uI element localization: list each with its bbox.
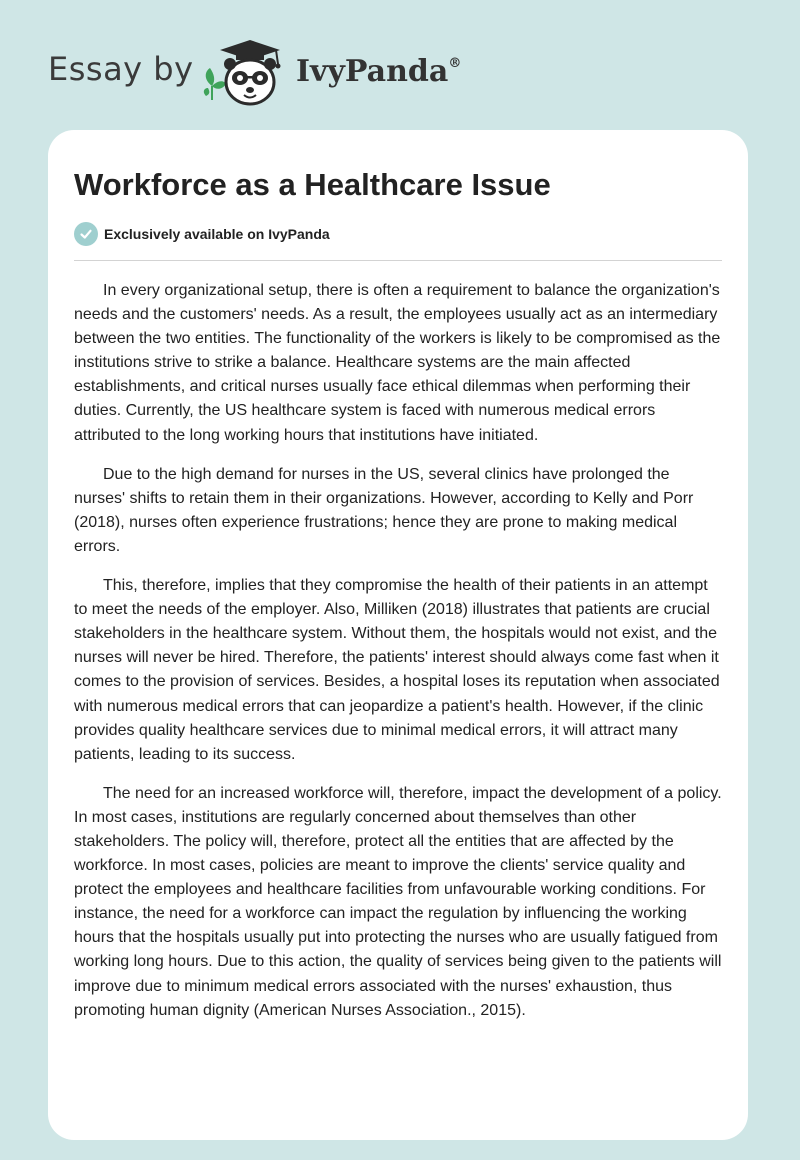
ivypanda-logo-icon[interactable] (198, 36, 290, 108)
site-header (0, 0, 800, 130)
paragraph: The need for an increased workforce will, therefore, impact the development of a policy. In most cases, institutions are regularly concerned about themselves than other stakeholders. The policy will, therefore, protect all the entities that are affected by the workforce. In most cases, policies are meant to improve the clients' service quality and protect the employees and healthcare facilities from unfavourable working conditions. For instance, the need for a workforce can impact the regulation by influencing the working hours that the hospitals usually put into protecting the nurses who are usually fatigued from working long hours. Due to this action, the quality of services being given to the patients will improve due to minimum medical errors associated with the nurses' exhaustion, thus promoting human dignity (American Nurses Association., 2015). (74, 784, 722, 1019)
paragraph: This, therefore, implies that they compromise the health of their patients in an attempt to meet the needs of the employer. Also, Milliken (2018) illustrates that patients are crucial stakeholders in the healthcare system. Without them, the hospitals would not exist, and the nurses will never be hired. Therefore, the patients' interest should always come fast when it comes to the provision of services. Besides, a hospital loses its reputation when associated with numerous medical errors that can jeopardize a patient's health. However, if the clinic provides quality healthcare services due to minimal medical errors, it will attract many patients, leading to its success. (74, 577, 720, 763)
registered-mark: ® (448, 56, 462, 71)
exclusive-label: Exclusively available on IvyPanda (104, 226, 330, 242)
brand-name[interactable] (296, 54, 461, 89)
article-body (74, 279, 722, 1023)
exclusive-badge (74, 222, 722, 246)
paragraph: Due to the high demand for nurses in the US, several clinics have prolonged the nurses' shifts to retain them in their organizations. However, according to Kelly and Porr (2018), nurses often experience frustrations; hence they are prone to making medical errors. (74, 465, 694, 555)
checkmark-icon (74, 222, 98, 246)
essay-by-label: Essay by (48, 50, 194, 88)
brand-text: IvyPanda (296, 54, 449, 89)
divider (74, 260, 722, 261)
article-card (48, 130, 748, 1140)
paragraph: In every organizational setup, there is often a requirement to balance the organization's needs and the customers' needs. As a result, the employees usually act as an intermediary between the two entities. The functionality of the workers is likely to be compromised as the institutions strive to strike a balance. Healthcare systems are the main affected establishments, and critical nurses usually face ethical dilemmas when performing their duties. Currently, the US healthcare system is faced with numerous medical errors attributed to the long working hours that institutions have initiated. (74, 282, 721, 444)
page-title: Workforce as a Healthcare Issue (74, 167, 551, 202)
